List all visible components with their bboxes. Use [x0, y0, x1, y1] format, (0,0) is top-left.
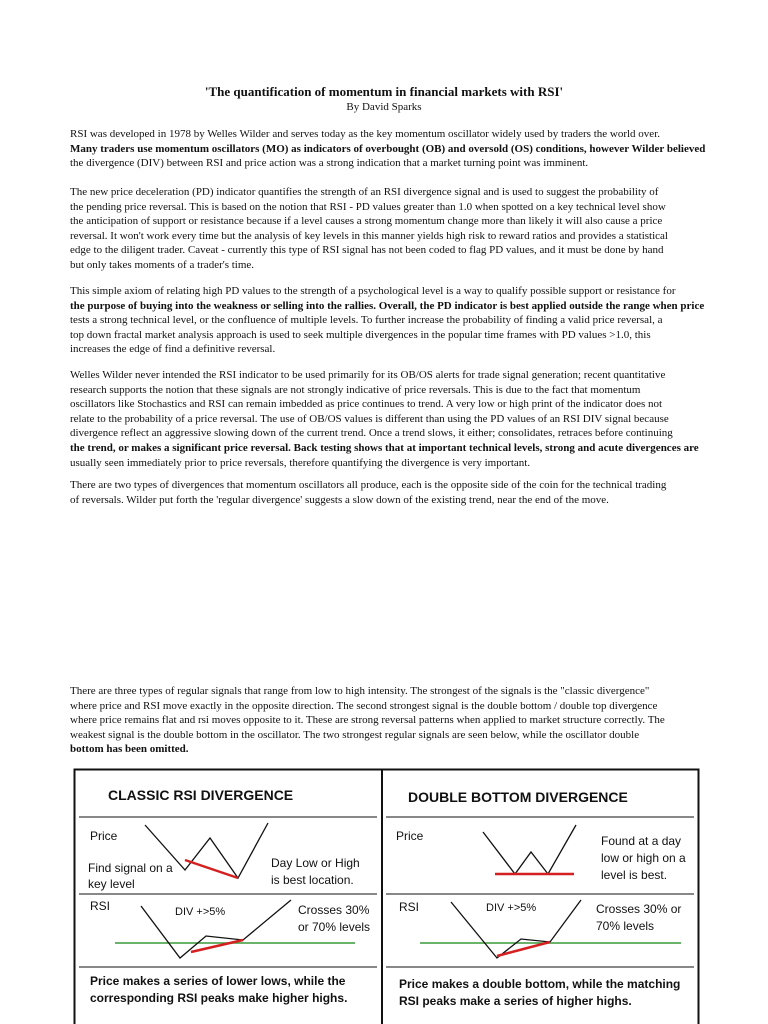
text-line: the pending price reversal. This is based on the notion that RSI - PD values greater than 1.0 when spotted on a key technical level show [70, 200, 666, 213]
text-line: There are three types of regular signals that range from low to high intensity. The strongest of the signals is the "classic divergence" [70, 685, 650, 697]
paragraph-ob-os [70, 368, 702, 470]
text-line: weakest signal is the double bottom in the oscillator. The two strongest regular signals are seen below, while the oscillator double [70, 728, 640, 741]
text-line: usually seen immediately prior to price reversals, therefore quantifying the divergence is very important. [70, 456, 531, 469]
div-label: DIV +>5% [175, 906, 226, 918]
price-label: Price [396, 829, 424, 843]
div-label: DIV +>5% [486, 902, 537, 914]
text-line: RSI was developed in 1978 by Welles Wilder and serves today as the key momentum oscillator widely used by traders the world over. [70, 128, 660, 140]
text-line: where price remains flat and rsi moves opposite to it. These are strong reversal patterns when applied to market structure correctly. The [70, 714, 665, 727]
divergence-diagram [73, 768, 700, 1024]
rsi-label: RSI [399, 900, 420, 914]
text-line: tests a strong technical level, or the confluence of multiple levels. To further increase the probability of finding a valid price reversal, a [70, 314, 663, 327]
price-label: Price [90, 829, 118, 843]
text-line: reversal. It won't work every time but the analysis of key levels in this manner yields high risk to reward ratios and provides a statistical [70, 229, 668, 242]
text-line: where price and RSI move exactly in the opposite direction. The second strongest signal is the double bottom / double top divergence [70, 699, 658, 712]
find-signal-text: key level [88, 877, 135, 891]
text-line: Many traders use momentum oscillators (MO) as indicators of overbought (OB) and oversold (OS) conditions, however Wilder believed [70, 142, 706, 155]
text-line: the anticipation of support or resistance because if a level causes a strong momentum change more than likely it will also cause a price [70, 215, 663, 228]
text-line: of reversals. Wilder put forth the 'regular divergence' suggests a slow down of the existing trend, near the end of the move. [70, 493, 609, 506]
text-line: divergence reflect an aggressive slowing down of the current trend. Once a trend slows, it either; consolidates, retraces before continuing [70, 427, 673, 440]
document-title: 'The quantification of momentum in financial markets with RSI' [204, 84, 564, 99]
text-line: Welles Wilder never intended the RSI indicator to be used primarily for its OB/OS alerts for trade signal generation; recent quantitative [70, 369, 666, 381]
text-line: increases the edge of find a definitive reversal. [70, 343, 276, 356]
classic-divergence-heading: CLASSIC RSI DIVERGENCE [108, 787, 294, 803]
caption-text: corresponding RSI peaks make higher highs. [90, 991, 348, 1005]
found-at-text: level is best. [601, 868, 668, 882]
crosses-text: Crosses 30% [298, 903, 370, 917]
text-line: bottom has been omitted. [70, 743, 189, 756]
text-line: relate to the probability of a price reversal. The use of OB/OS values is different than using the PD values of an RSI DIV signal because [70, 412, 669, 425]
text-line: but only takes moments of a trader's time. [70, 258, 255, 271]
found-at-text: Found at a day [601, 834, 682, 848]
paragraph-regular-signals [70, 684, 702, 757]
found-at-text: low or high on a [601, 851, 686, 865]
text-line: There are two types of divergences that momentum oscillators all produce, each is the opposite side of the coin for the technical trading [70, 479, 667, 491]
double-bottom-heading: DOUBLE BOTTOM DIVERGENCE [408, 789, 628, 805]
text-line: research supports the notion that these signals are not strongly indicative of price reversals. This is due to the fact that momentum [70, 383, 641, 396]
find-signal-text: Find signal on a [88, 861, 173, 875]
paragraph-intro [70, 127, 706, 171]
text-line: the trend, or makes a significant price reversal. Back testing shows that at important technical levels, strong and acute divergences are [70, 441, 699, 454]
crosses-text: 70% levels [596, 919, 655, 933]
text-line: oscillators like Stochastics and RSI can remain imbedded as price continues to trend. A very low or high print of the indicator does not [70, 398, 663, 411]
rsi-label: RSI [90, 899, 111, 913]
caption-text: Price makes a double bottom, while the matching [399, 977, 681, 991]
author-byline: By David Sparks [346, 101, 422, 113]
text-line: This simple axiom of relating high PD values to the strength of a psychological level is a way to qualify possible support or resistance for [70, 285, 676, 297]
text-line: The new price deceleration (PD) indicator quantifies the strength of an RSI divergence signal and is used to suggest the probability of [70, 186, 659, 198]
paragraph-divergence-types [70, 478, 702, 507]
text-line: the purpose of buying into the weakness or selling into the rallies. Overall, the PD indicator is best applied outside the range when price [70, 299, 705, 312]
text-line: edge to the diligent trader. Caveat - currently this type of RSI signal has not been coded to flag PD values, and it must be done by hand [70, 244, 664, 257]
text-line: the divergence (DIV) between RSI and price action was a strong indication that a market turning point was imminent. [70, 157, 589, 170]
text-line: top down fractal market analysis approach is used to seek multiple divergences in the popular time frames with PD values >1.0, this [70, 328, 651, 341]
day-low-text: is best location. [271, 873, 354, 887]
crosses-text: Crosses 30% or [596, 902, 682, 916]
paragraph-pd-indicator [70, 185, 702, 273]
crosses-text: or 70% levels [298, 920, 371, 934]
paragraph-axiom [70, 284, 705, 357]
day-low-text: Day Low or High [271, 856, 360, 870]
caption-text: RSI peaks make a series of higher highs. [399, 994, 632, 1008]
caption-text: Price makes a series of lower lows, while the [90, 974, 346, 988]
